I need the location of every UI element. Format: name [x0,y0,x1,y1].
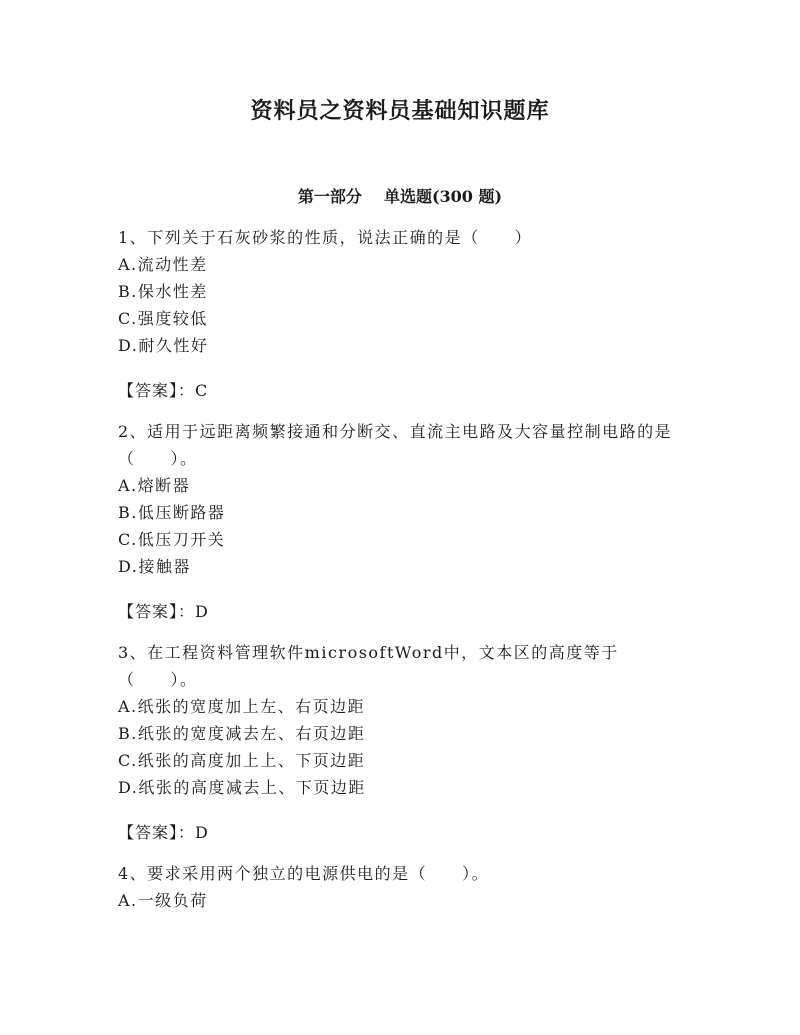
option-d: D.纸张的高度减去上、下页边距 [118,778,366,797]
option-c: C.纸张的高度加上上、下页边距 [118,751,366,770]
option-b: B.纸张的宽度减去左、右页边距 [118,724,366,743]
answer-line [118,598,688,625]
option-d: D.接触器 [118,557,191,576]
option-a: A.一级负荷 [118,891,208,910]
document-title: 资料员之资料员基础知识题库 [250,98,550,124]
option-a: A.熔断器 [118,476,191,495]
option-a: A.纸张的宽度加上左、右页边距 [118,697,366,716]
section-heading [0,184,800,207]
answer-label: 【答案】： [118,823,196,842]
question-stem: 4、要求采用两个独立的电源供电的是（ ）。 [118,864,490,883]
answer-value: C [195,381,209,400]
answer-label: 【答案】： [118,602,196,621]
question-4 [118,860,688,914]
option-a: A.流动性差 [118,255,208,274]
question-stem: 1、下列关于石灰砂浆的性质，说法正确的是（ ） [118,228,533,247]
answer-line [118,819,688,846]
option-c: C.低压刀开关 [118,530,226,549]
answer-line [118,377,688,404]
question-3 [118,639,688,846]
answer-label: 【答案】： [118,381,196,400]
answer-value: D [195,602,209,621]
section-name: 单选题(300 题) [383,187,503,206]
question-2 [118,418,688,625]
question-1 [118,224,688,404]
question-list [118,224,688,914]
option-c: C.强度较低 [118,309,208,328]
answer-value: D [195,823,209,842]
question-stem: 3、在工程资料管理软件microsoftWord中，文本区的高度等于（ ）。 [118,643,619,689]
section-part: 第一部分 [297,187,362,206]
option-b: B.低压断路器 [118,503,226,522]
question-stem: 2、适用于远距离频繁接通和分断交、直流主电路及大容量控制电路的是（ ）。 [118,422,673,468]
option-b: B.保水性差 [118,282,208,301]
option-d: D.耐久性好 [118,336,209,355]
